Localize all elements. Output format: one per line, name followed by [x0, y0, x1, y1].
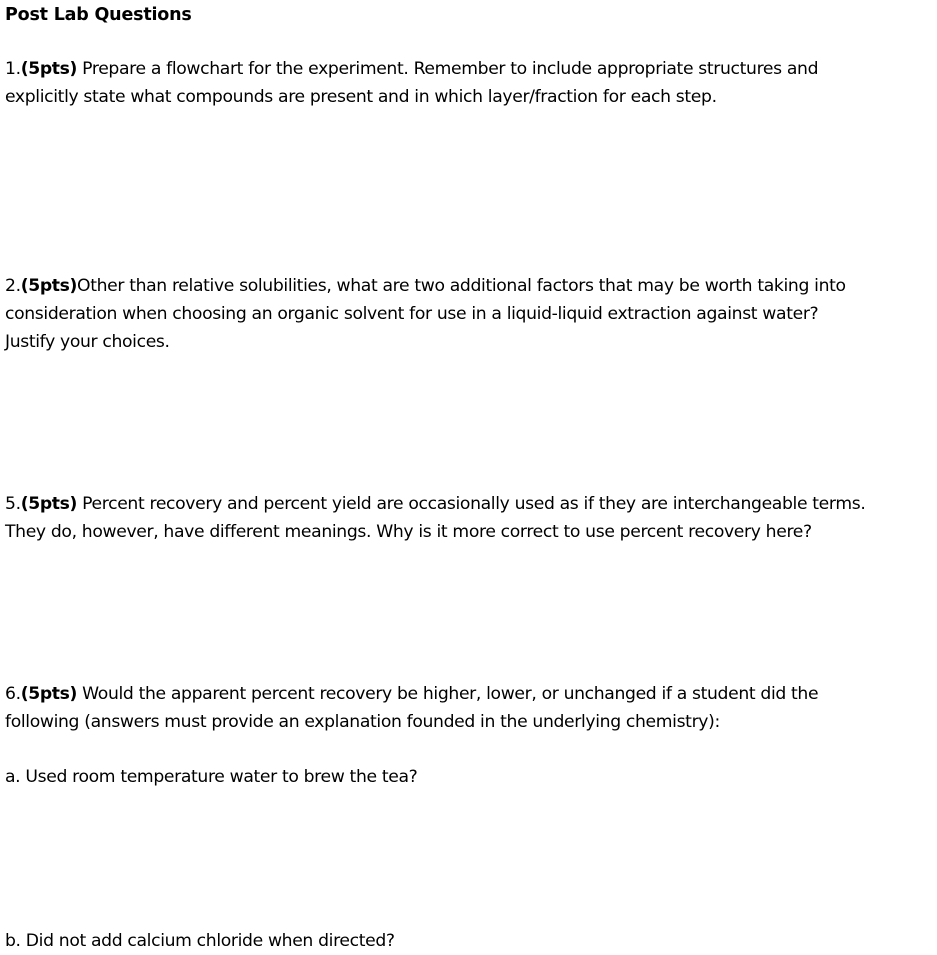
question-6-line-1 — [5, 680, 818, 708]
question-2-text-1: Other than relative solubilities, what are two additional factors that may be worth taking into — [77, 276, 846, 296]
question-6-text-2: following (answers must provide an explanation founded in the underlying chemistry): — [5, 712, 720, 732]
question-1-text-1: Prepare a flowchart for the experiment. Remember to include appropriate structures and — [77, 59, 819, 79]
question-6-part-a: a. Used room temperature water to brew the tea? — [5, 767, 418, 787]
question-6-text-1: Would the apparent percent recovery be higher, lower, or unchanged if a student did the — [77, 684, 819, 704]
question-2-number: 2. — [5, 276, 21, 296]
page-title: Post Lab Questions — [5, 5, 192, 25]
question-2-text-2: consideration when choosing an organic solvent for use in a liquid-liquid extraction against water? — [5, 304, 819, 324]
question-5-number: 5. — [5, 494, 21, 514]
question-5-line-1 — [5, 490, 865, 518]
question-5 — [5, 490, 865, 546]
question-6-points: (5pts) — [20, 684, 78, 704]
question-1-text-2: explicitly state what compounds are present and in which layer/fraction for each step. — [5, 87, 717, 107]
question-2-text-3: Justify your choices. — [5, 332, 170, 352]
question-6-part-b: b. Did not add calcium chloride when directed? — [5, 931, 395, 951]
question-5-points: (5pts) — [20, 494, 78, 514]
question-2 — [5, 272, 846, 356]
question-2-points: (5pts) — [20, 276, 78, 296]
question-1-number: 1. — [5, 59, 21, 79]
question-2-line-1 — [5, 272, 846, 300]
question-6-number: 6. — [5, 684, 21, 704]
question-5-text-1: Percent recovery and percent yield are occasionally used as if they are interchangeable terms. — [77, 494, 866, 514]
question-1-points: (5pts) — [20, 59, 78, 79]
question-1 — [5, 55, 818, 111]
question-6 — [5, 680, 818, 736]
question-5-text-2: They do, however, have different meanings. Why is it more correct to use percent recovery here? — [5, 522, 812, 542]
question-1-line-1 — [5, 55, 818, 83]
